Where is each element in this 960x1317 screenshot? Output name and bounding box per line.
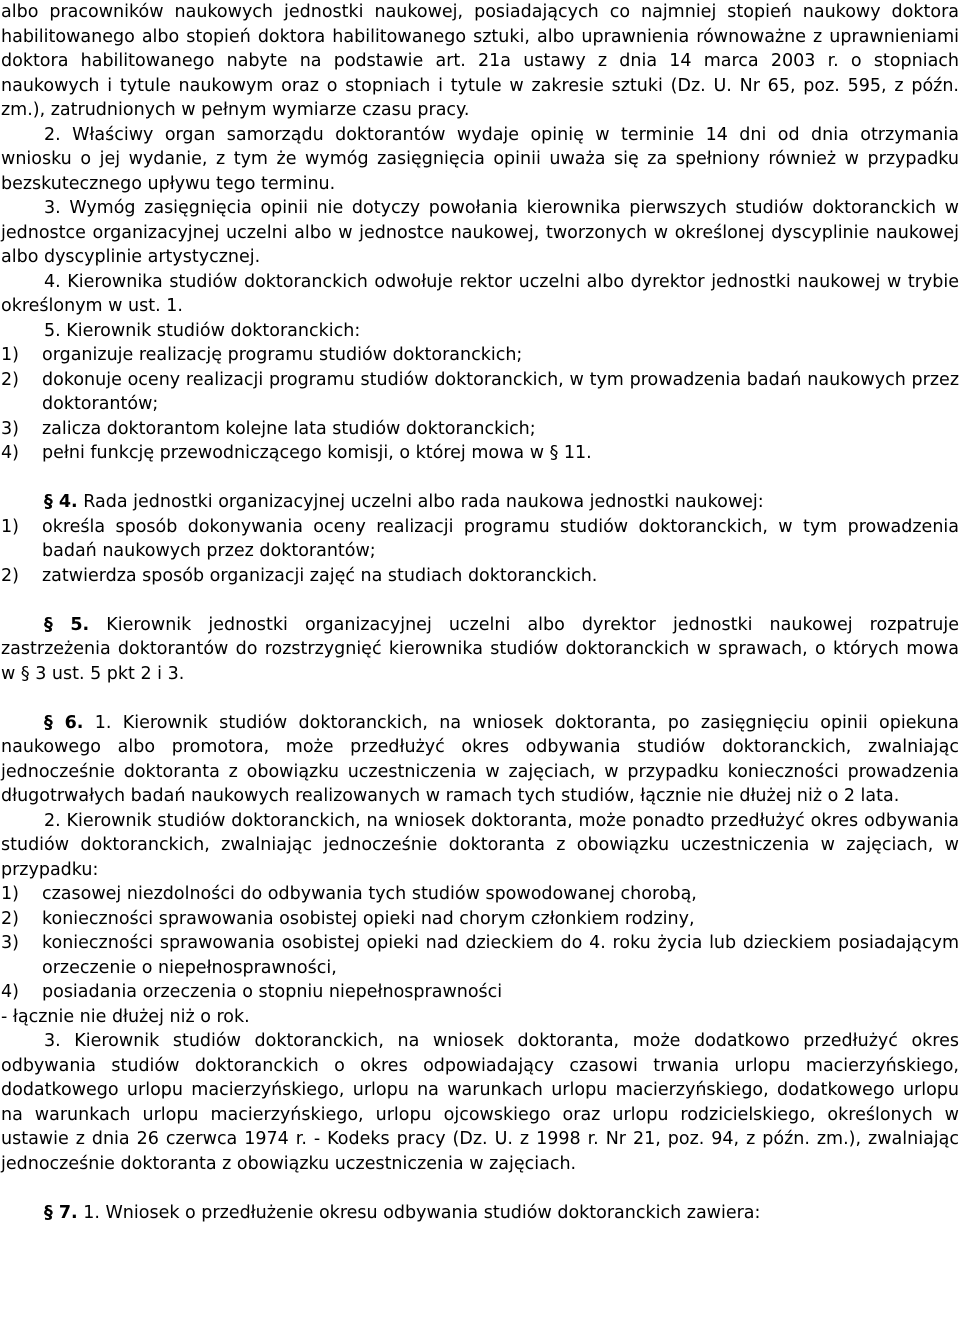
- section-7: [1, 1201, 959, 1226]
- list-item: [1, 564, 959, 589]
- section-6-label: § 6.: [44, 712, 84, 733]
- list-item: [1, 882, 959, 907]
- section-6-ust-1: [1, 711, 959, 809]
- paragraph-ust-2: 2. Właściwy organ samorządu doktorantów wydaje opinię w terminie 14 dni od dnia otrzymania wniosku o jej wydanie, z tym że wymóg zasięgnięcia opinii uważa się za spełniony również w przypadku bezskutecznego upływu tego terminu.: [1, 124, 959, 194]
- list-item-number: 3): [1, 933, 19, 953]
- paragraph-ust-5: 5. Kierownik studiów doktoranckich:: [44, 320, 361, 341]
- section-6-ust-1-text: 1. Kierownik studiów doktoranckich, na wniosek doktoranta, po zasięgnięciu opinii opiekuna naukowego albo promotora, może przedłużyć okres odbywania studiów doktoranckich, zwalniając jednocześnie doktoranta z obowiązku uczestniczenia w zajęciach, w przypadku konieczności prowadzenia długotrwałych badań naukowych realizowanych w ramach tych studiów, łącznie nie dłużej niż o 2 lata.: [1, 712, 960, 806]
- spacer: [1, 1176, 959, 1201]
- section-5: [1, 613, 959, 687]
- list-item-number: 2): [1, 908, 19, 929]
- list-item-text: czasowej niezdolności do odbywania tych studiów spowodowanej chorobą,: [42, 884, 697, 904]
- list-item-number: 4): [1, 443, 19, 463]
- list-item: [1, 515, 959, 564]
- list-rada-duties: [1, 515, 959, 589]
- list-item-number: 1): [1, 516, 19, 537]
- list-item: [1, 907, 959, 932]
- paragraph-continuation: albo pracowników naukowych jednostki naukowej, posiadających co najmniej stopień naukowy doktora habilitowanego albo stopień doktora habilitowanego sztuki, albo uprawnienia równoważne z uprawnieniami doktora habilitowanego nabyte na podstawie art. 21a ustawy z dnia 14 marca 2003 r. o stopniach naukowych i tytule naukowym oraz o stopniach i tytule w zakresie sztuki (Dz. U. Nr 65, poz. 595, z późn. zm.), zatrudnionych w pełnym wymiarze czasu pracy.: [1, 2, 959, 120]
- dash-line: - łącznie nie dłużej niż o rok.: [1, 1006, 250, 1027]
- list-item-text: zatwierdza sposób organizacji zajęć na studiach doktoranckich.: [42, 565, 598, 586]
- list-item-text: konieczności sprawowania osobistej opieki nad chorym członkiem rodziny,: [42, 908, 695, 929]
- paragraph-ust-3: 3. Wymóg zasięgnięcia opinii nie dotyczy powołania kierownika pierwszych studiów doktoranckich w jednostce organizacyjnej uczelni albo w jednostce naukowej, tworzonych w określonej dyscyplinie naukowej albo dyscyplinie artystycznej.: [1, 198, 959, 267]
- list-kierownik-duties: [1, 343, 959, 466]
- section-4-intro: [1, 490, 959, 515]
- spacer: [1, 466, 959, 491]
- list-item-number: 4): [1, 982, 19, 1002]
- list-item-text: konieczności sprawowania osobistej opieki nad dzieckiem do 4. roku życia lub dzieckiem posiadającym orzeczenie o niepełnosprawności,: [42, 933, 959, 978]
- section-6-ust-3: 3. Kierownik studiów doktoranckich, na wniosek doktoranta, może dodatkowo przedłużyć okres odbywania studiów doktoranckich o okres odpowiadający czasowi trwania urlopu macierzyńskiego, dodatkowego urlopu macierzyńskiego, urlopu na warunkach urlopu macierzyńskiego, dodatkowego urlopu na warunkach urlopu macierzyńskiego, urlopu ojcowskiego oraz urlopu rodzicielskiego, określonych w ustawie z dnia 26 czerwca 1974 r. - Kodeks pracy (Dz. U. z 1998 r. Nr 21, poz. 94, z późn. zm.), zwalniając jednocześnie doktoranta z obowiązku uczestniczenia w zajęciach.: [1, 1031, 959, 1174]
- list-item: [1, 980, 959, 1005]
- list-item: [1, 441, 959, 466]
- list-item-number: 1): [1, 345, 19, 365]
- section-5-text: Kierownik jednostki organizacyjnej uczelni albo dyrektor jednostki naukowej rozpatruje zastrzeżenia doktorantów do rozstrzygnięć kierownika studiów doktoranckich w sprawach, o których mowa w § 3 ust. 5 pkt 2 i 3.: [1, 614, 959, 684]
- list-item-number: 3): [1, 418, 19, 439]
- list-item-number: 1): [1, 884, 19, 904]
- section-4-intro-text: Rada jednostki organizacyjnej uczelni albo rada naukowa jednostki naukowej:: [77, 492, 764, 512]
- section-7-label: § 7.: [44, 1202, 78, 1223]
- list-item-text: zalicza doktorantom kolejne lata studiów doktoranckich;: [42, 418, 536, 439]
- list-item-text: dokonuje oceny realizacji programu studiów doktoranckich, w tym prowadzenia badań naukowych przez doktorantów;: [42, 369, 959, 414]
- paragraph-ust-4: 4. Kierownika studiów doktoranckich odwołuje rektor uczelni albo dyrektor jednostki naukowej w trybie określonym w ust. 1.: [1, 271, 959, 316]
- section-4-label: § 4.: [44, 492, 78, 512]
- list-item-text: organizuje realizację programu studiów doktoranckich;: [42, 345, 523, 365]
- list-item-number: 2): [1, 369, 19, 390]
- section-6-ust-2: 2. Kierownik studiów doktoranckich, na wniosek doktoranta, może ponadto przedłużyć okres odbywania studiów doktoranckich, zwalniając jednocześnie doktoranta z obowiązku uczestniczenia w zajęciach, w przypadku:: [1, 810, 959, 880]
- spacer: [1, 686, 959, 711]
- spacer: [1, 588, 959, 613]
- list-item-number: 2): [1, 565, 19, 586]
- list-item: [1, 931, 959, 980]
- list-extension-reasons: [1, 882, 959, 1005]
- list-item-text: określa sposób dokonywania oceny realizacji programu studiów doktoranckich, w tym prowadzenia badań naukowych przez doktorantów;: [42, 516, 959, 561]
- list-item-text: pełni funkcję przewodniczącego komisji, o której mowa w § 11.: [42, 443, 592, 463]
- section-7-text: 1. Wniosek o przedłużenie okresu odbywania studiów doktoranckich zawiera:: [77, 1202, 761, 1223]
- list-item-text: posiadania orzeczenia o stopniu niepełnosprawności: [42, 982, 503, 1002]
- list-item: [1, 417, 959, 442]
- section-5-label: § 5.: [44, 614, 90, 635]
- list-item: [1, 368, 959, 417]
- list-item: [1, 343, 959, 368]
